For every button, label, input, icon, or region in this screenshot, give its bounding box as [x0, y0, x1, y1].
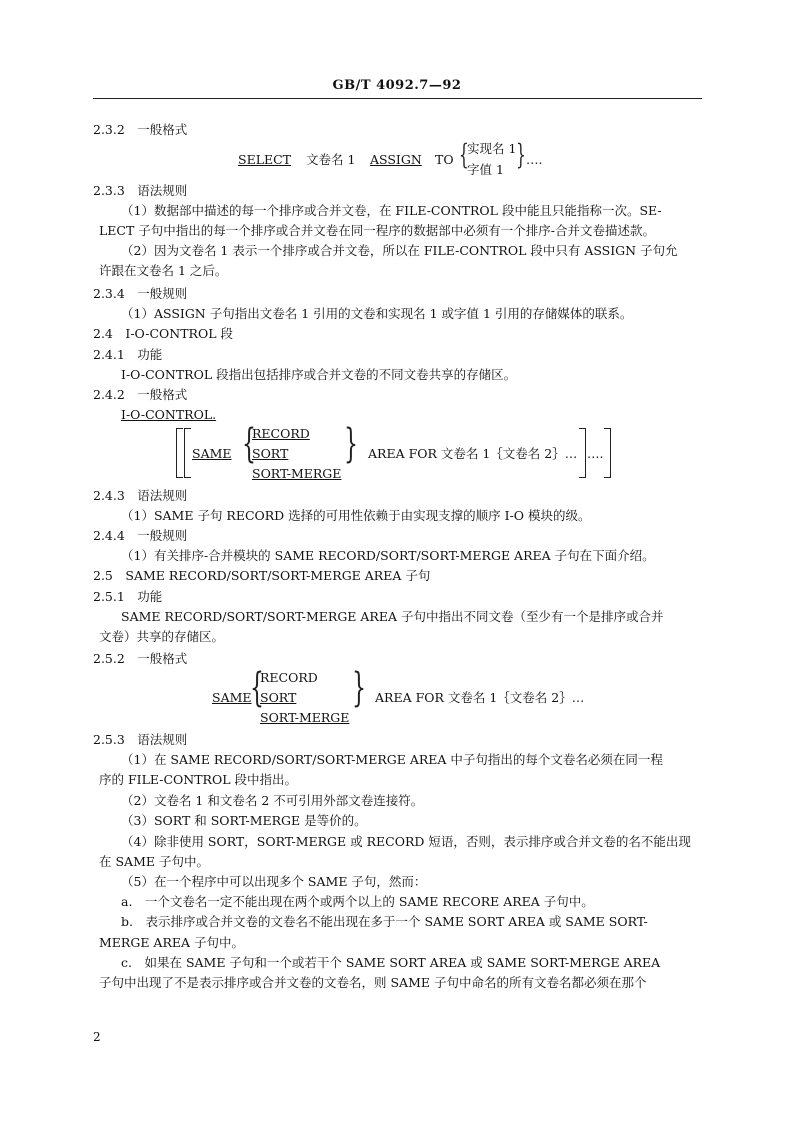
opt-sort-merge: SORT-MERGE [260, 710, 350, 725]
rule-text: （2）文卷名 1 和文卷名 2 不可引用外部文卷连接符。 [121, 793, 424, 808]
rule-text: b. 表示排序或合并文卷的文卷名不能出现在多于一个 SAME SORT AREA 或 SAME SORT- [121, 914, 648, 929]
option-stack [252, 424, 341, 484]
opt-record: RECORD [252, 426, 310, 441]
inner-left-bracket [184, 428, 191, 478]
ellipsis: …. [526, 152, 543, 167]
rule-text: （1）在 SAME RECORD/SORT/SORT-MERGE AREA 中子句指出的每个文卷名必须在同一程 [121, 752, 663, 767]
left-brace: { [250, 665, 264, 711]
kw-io-control: I-O-CONTROL. [121, 407, 217, 422]
heading-2-3-3: 2.3.3 语法规则 [93, 183, 188, 198]
function-text: 文卷）共享的存储区。 [99, 629, 225, 644]
opt-sort-merge: SORT-MERGE [252, 466, 342, 481]
kw-assign: ASSIGN [370, 152, 422, 167]
file-name-1: 文卷名 1 [306, 152, 356, 167]
header-rule [93, 98, 702, 99]
right-brace: } [516, 138, 526, 171]
opt-impl-name: 实现名 1 [467, 141, 517, 156]
left-brace: { [459, 138, 469, 171]
rule-text: （5）在一个程序中可以出现多个 SAME 子句，然而： [121, 874, 427, 889]
rule-text: MERGE AREA 子句中。 [99, 935, 244, 950]
function-text: I-O-CONTROL 段指出包括排序或合并文卷的不同文卷共享的存储区。 [121, 367, 517, 382]
heading-2-5-3: 2.5.3 语法规则 [93, 732, 188, 747]
heading-2-4: 2.4 I-O-CONTROL 段 [93, 326, 233, 341]
rule-text: 子句中出现了不是表示排序或合并文卷的文卷名，则 SAME 子句中命名的所有文卷名都必须在那个 [99, 975, 647, 990]
rule-text: 许跟在文卷名 1 之后。 [99, 263, 228, 278]
heading-2-4-4: 2.4.4 一般规则 [93, 528, 188, 543]
left-brace: { [242, 421, 256, 467]
right-brace: } [352, 665, 366, 711]
rule-text: （3）SORT 和 SORT-MERGE 是等价的。 [121, 813, 367, 828]
rule-text: （4）除非使用 SORT，SORT-MERGE 或 RECORD 短语，否则，表示排序或合并文卷的名不能出现 [121, 834, 691, 849]
ellipsis: …. [587, 446, 604, 461]
rule-text: 序的 FILE-CONTROL 段中指出。 [99, 772, 297, 787]
opt-sort: SORT [252, 446, 289, 461]
heading-2-4-1: 2.4.1 功能 [93, 347, 163, 362]
rule-text: 在 SAME 子句中。 [99, 854, 209, 869]
rule-text: （1）ASSIGN 子句指出文卷名 1 引用的文卷和实现名 1 或字值 1 引用的存储媒体的联系。 [121, 306, 633, 321]
heading-2-3-2: 2.3.2 一般格式 [93, 122, 188, 137]
rule-text: （2）因为文卷名 1 表示一个排序或合并文卷，所以在 FILE-CONTROL 段中只有 ASSIGN 子句允 [121, 243, 678, 258]
rule-text: LECT 子句中指出的每一个排序或合并文卷在同一程序的数据部中必须有一个排序-合并文卷描述款。 [99, 223, 656, 238]
heading-2-4-2: 2.4.2 一般格式 [93, 387, 188, 402]
heading-2-3-4: 2.3.4 一般规则 [93, 286, 188, 301]
function-text: SAME RECORD/SORT/SORT-MERGE AREA 子句中指出不同文卷（至少有一个是排序或合并 [121, 609, 664, 624]
heading-2-5: 2.5 SAME RECORD/SORT/SORT-MERGE AREA 子句 [93, 568, 431, 583]
page-number: 2 [93, 1030, 101, 1044]
rule-text: （1）SAME 子句 RECORD 选择的可用性依赖于由实现支撑的顺序 I-O 模块的级。 [121, 508, 591, 523]
area-for-text: AREA FOR 文卷名 1｛文卷名 2｝… [375, 690, 585, 705]
outer-left-bracket [176, 428, 183, 478]
opt-record: RECORD [260, 670, 318, 685]
kw-same: SAME [192, 446, 232, 461]
opt-sort: SORT [260, 690, 297, 705]
page-header: GB/T 4092.7—92 [332, 78, 462, 93]
area-for-text: AREA FOR 文卷名 1｛文卷名 2｝… [368, 446, 578, 461]
opt-literal: 字值 1 [467, 162, 504, 177]
kw-same: SAME [212, 690, 252, 705]
kw-select: SELECT [238, 152, 292, 167]
rule-text: （1）数据部中描述的每一个排序或合并文卷，在 FILE-CONTROL 段中能且只能指称一次。SE- [121, 203, 662, 218]
kw-to: TO [435, 152, 454, 167]
outer-right-bracket [604, 428, 611, 478]
right-brace: } [344, 421, 358, 467]
inner-right-bracket [579, 428, 586, 478]
rule-text: （1）有关排序-合并模块的 SAME RECORD/SORT/SORT-MERGE AREA 子句在下面介绍。 [121, 548, 655, 563]
heading-2-4-3: 2.4.3 语法规则 [93, 488, 188, 503]
heading-2-5-1: 2.5.1 功能 [93, 589, 163, 604]
rule-text: c. 如果在 SAME 子句和一个或若干个 SAME SORT AREA 或 SAME SORT-MERGE AREA [121, 955, 661, 970]
option-stack [260, 668, 349, 728]
heading-2-5-2: 2.5.2 一般格式 [93, 651, 188, 666]
rule-text: a. 一个文卷名一定不能出现在两个或两个以上的 SAME RECORE AREA 子句中。 [121, 894, 594, 909]
